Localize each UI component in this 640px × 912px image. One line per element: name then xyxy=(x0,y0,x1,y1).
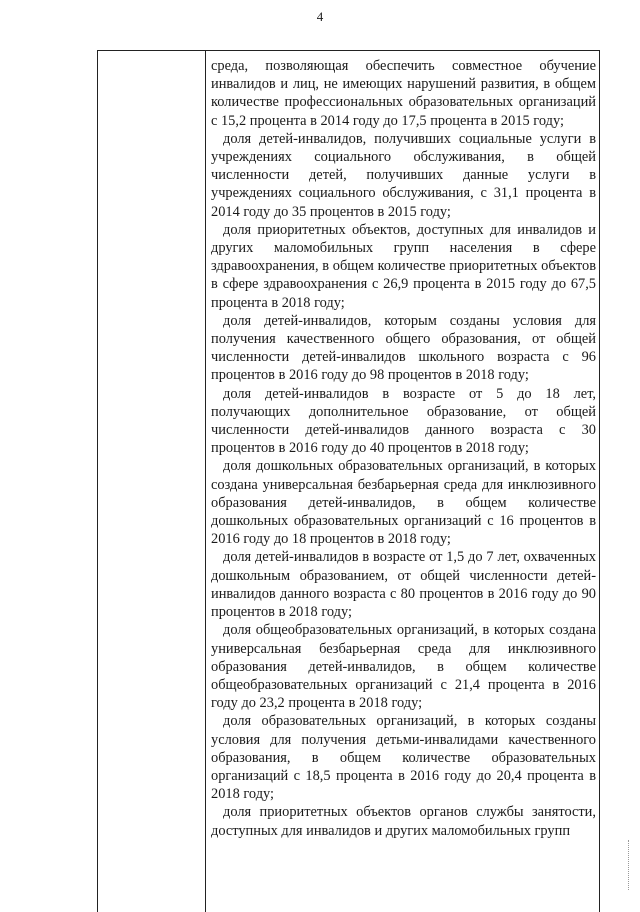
table-cell-text xyxy=(211,57,596,840)
paragraph: доля детей-инвалидов, получивших социальные услуги в учреждениях социального обслуживания, в общей численности детей, получивших данные услуги в учреждениях социального обслуживания, с 31,1 процента в 2014 году до 35 процентов в 2015 году; xyxy=(211,130,596,220)
paragraph: доля общеобразовательных организаций, в которых создана универсальная безбарьерная среда для инклюзивного образования детей-инвалидов, в общем количестве общеобразовательных организаций с 21,4 процента в 2016 году до 23,2 процента в 2018 году; xyxy=(211,622,596,712)
paragraph: среда, позволяющая обеспечить совместное обучение инвалидов и лиц, не имеющих нарушений развития, в общем количестве профессиональных образовательных организаций с 15,2 процента в 2014 году до 17,5 процента в 2015 году; xyxy=(211,58,596,129)
paragraph: доля детей-инвалидов, которым созданы условия для получения качественного общего образования, от общей численности детей-инвалидов школьного возраста с 96 процентов в 2016 году до 98 процентов в 2018 году; xyxy=(211,312,596,384)
paragraph: доля приоритетных объектов, доступных для инвалидов и других маломобильных групп населения в сфере здравоохранения, в общем количестве приоритетных объектов в сфере здравоохранения с 26,9 процента в 2015 году до 67,5 процента в 2018 году; xyxy=(211,221,596,311)
paragraph: доля детей-инвалидов в возрасте от 1,5 до 7 лет, охваченных дошкольным образованием, от общей численности детей-инвалидов данного возраста с 80 процентов в 2016 году до 90 процентов в 2018 году; xyxy=(211,549,596,621)
column-divider xyxy=(205,51,206,912)
paragraph: доля дошкольных образовательных организаций, в которых создана универсальная безбарьерная среда для инклюзивного образования детей-инвалидов, в общем количестве дошкольных образовательных организаций с 16 процентов в 2016 году до 18 процентов в 2018 году; xyxy=(211,458,596,548)
scan-margin-mark xyxy=(628,840,630,890)
document-table xyxy=(97,50,600,912)
paragraph: доля приоритетных объектов органов службы занятости, доступных для инвалидов и других маломобильных групп xyxy=(211,804,596,839)
paragraph: доля образовательных организаций, в которых созданы условия для получения детьми-инвалидами качественного образования, в общем количестве образовательных организаций с 18,5 процента в 2016 году до 20,4 процента в 2018 году; xyxy=(211,713,596,803)
paragraph: доля детей-инвалидов в возрасте от 5 до 18 лет, получающих дополнительное образование, от общей численности детей-инвалидов данного возраста с 30 процентов в 2016 году до 40 процентов в 2018 году; xyxy=(211,385,596,457)
page-number: 4 xyxy=(316,9,324,24)
